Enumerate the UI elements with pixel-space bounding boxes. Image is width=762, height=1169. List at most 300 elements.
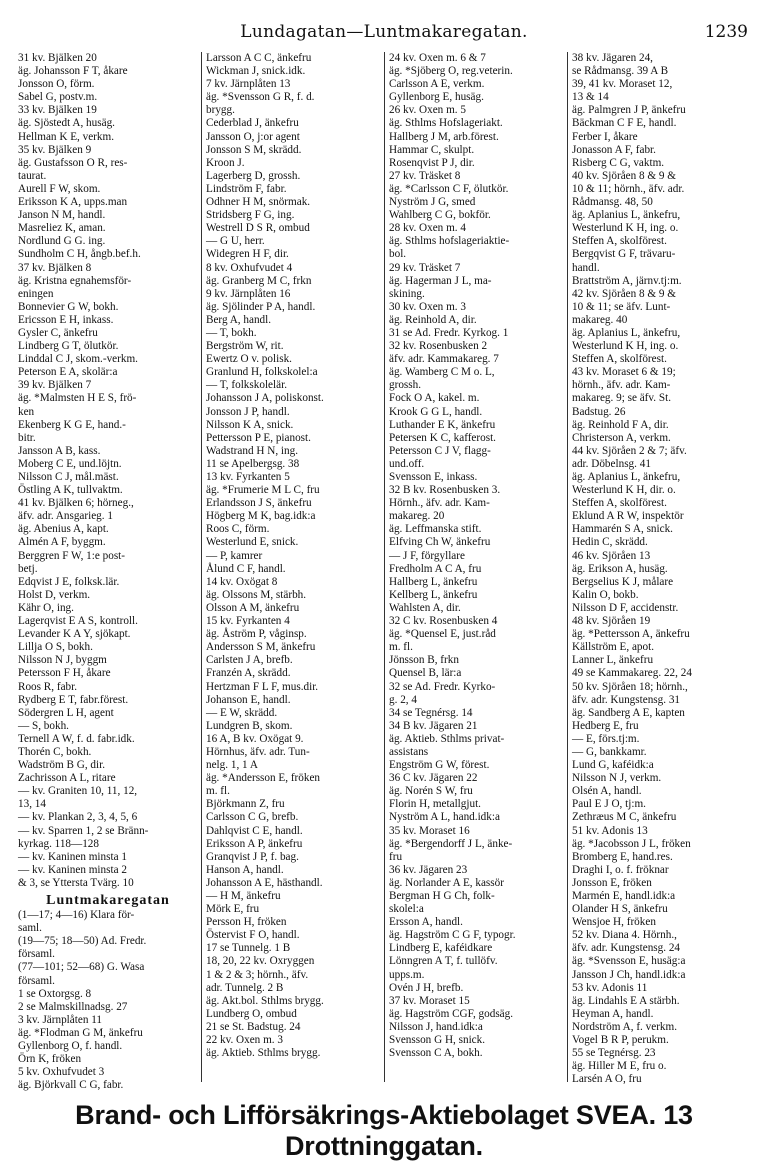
directory-entry: Zethræus M C, änkefru: [572, 811, 677, 824]
directory-entry: (1—17; 4—16) Klara för-: [18, 909, 135, 922]
directory-entry: äg. Kristna egnahemsför-: [18, 274, 132, 287]
directory-entry: 2 se Malmskillnadsg. 27: [18, 1000, 128, 1013]
directory-entry: äg. *Quensel E, just.råd: [389, 628, 496, 641]
directory-page: [18, 22, 750, 1161]
directory-entry: — kv. Graniten 10, 11, 12,: [18, 785, 138, 798]
directory-entry: Nilsson C J, mål.mäst.: [18, 471, 119, 483]
directory-entry: 15 kv. Fyrkanten 4: [206, 615, 290, 628]
directory-entry: 55 se Tegnérsg. 23: [572, 1047, 656, 1060]
directory-entry: Wensjoe H, fröken: [572, 916, 656, 929]
directory-entry: äg. Reinhold F A, dir.: [572, 418, 669, 431]
directory-entry: 3 kv. Järnplåten 11: [18, 1013, 102, 1026]
directory-entry: Eriksson K A, upps.man: [18, 196, 128, 209]
directory-entry: äg. Abenius A, kapt.: [18, 523, 109, 536]
directory-entry: Hammarén S A, snick.: [572, 523, 673, 536]
directory-entry: Stridsberg F G, ing.: [206, 209, 295, 222]
directory-entry: Almén A F, byggm.: [18, 536, 106, 549]
directory-entry: Lindberg E, kaféidkare: [389, 942, 493, 955]
directory-entry: handl.: [572, 261, 600, 274]
directory-entry: Kähr O, ing.: [18, 601, 74, 614]
directory-entry: äg. Olssons M, stärbh.: [206, 588, 307, 601]
directory-entry: äg. Sjölinder P A, handl.: [206, 300, 316, 313]
directory-entry: äg. Sjöstedt A, husäg.: [18, 117, 115, 130]
directory-entry: äg. Hagström CGF, godsäg.: [389, 1007, 514, 1020]
directory-entry: Erlandsson J S, änkefru: [206, 497, 312, 510]
directory-entry: — kv. Sparren 1, 2 se Bränn-: [18, 824, 149, 837]
directory-entry: äg. Aplanius L, änkefru,: [572, 209, 681, 222]
directory-entry: församl.: [18, 948, 55, 961]
directory-entry: Hammar C, skulpt.: [389, 143, 475, 156]
directory-entry: äg. Hagström C G F, typogr.: [389, 929, 516, 942]
directory-entry: Kroon J.: [206, 156, 245, 169]
section-heading: Luntmakaregatan: [46, 893, 170, 908]
directory-entry: Peterson E A, skolär:a: [18, 366, 118, 379]
directory-entry: Källström E, apot.: [572, 641, 655, 654]
directory-entry: Bromberg E, hand.res.: [572, 850, 673, 863]
directory-entry: Berg A, handl.: [206, 313, 272, 326]
directory-entry: Westerlund K H, ing. o.: [572, 222, 679, 235]
directory-entry: Persson H, fröken: [206, 916, 287, 929]
directory-entry: makareg. 9; se äfv. St.: [572, 392, 671, 405]
directory-entry: 27 kv. Träsket 8: [389, 169, 461, 182]
directory-entry: Petersen K C, kafferost.: [389, 431, 496, 444]
directory-entry: Björkmann Z, fru: [206, 798, 285, 811]
directory-entry: Wickman J, snick.idk.: [206, 65, 306, 78]
directory-entry: Wadstrand H N, ing.: [206, 444, 299, 457]
directory-entry: Widegren H F, dir.: [206, 248, 289, 261]
directory-entry: 22 kv. Oxen m. 3: [206, 1034, 283, 1047]
directory-entry: 31 kv. Bjälken 20: [18, 52, 97, 64]
directory-entry: Eriksson A P, änkefru: [206, 837, 303, 850]
directory-entry: äg. *Bergendorff J L, änke-: [389, 837, 513, 850]
directory-entry: bol.: [389, 248, 407, 261]
directory-entry: äg. *Sjöberg O, reg.veterin.: [389, 65, 513, 78]
directory-entry: Svensson G H, snick.: [389, 1034, 486, 1047]
directory-entry: 34 se Tegnérsg. 14: [389, 706, 473, 719]
directory-entry: äg. Hiller M E, fru o.: [572, 1060, 667, 1073]
directory-entry: Bonnevier G W, bokh.: [18, 300, 119, 313]
directory-entry: Lundgren B, skom.: [206, 719, 293, 732]
directory-entry: Jonsson E, fröken: [572, 876, 652, 889]
directory-entry: Fock O A, kakel. m.: [389, 392, 480, 405]
directory-entry: kyrkag. 118—128: [18, 837, 99, 850]
directory-entry: fru: [389, 850, 403, 863]
directory-entry: Hertzman F L F, mus.dir.: [206, 680, 319, 693]
directory-entry: Kellberg L, änkefru: [389, 588, 478, 601]
directory-entry: Ericsson E H, inkass.: [18, 313, 114, 326]
directory-entry: Steffen A, skolförest.: [572, 235, 667, 248]
directory-entry: Berggren F W, 1:e post-: [18, 549, 126, 562]
directory-entry: äfv. adr. Ansgarieg. 1: [18, 510, 113, 523]
directory-entry: 13, 14: [18, 798, 46, 811]
directory-entry: Bergström W, rit.: [206, 340, 284, 353]
directory-entry: Hörnhus, äfv. adr. Tun-: [206, 745, 310, 758]
directory-entry: grossh.: [389, 379, 422, 392]
directory-entry: — E W, skrädd.: [206, 706, 278, 719]
directory-entry: Franzén A, skrädd.: [206, 667, 291, 680]
directory-entry: 39, 41 kv. Moraset 12,: [572, 78, 673, 91]
directory-entry: 8 kv. Oxhufvudet 4: [206, 261, 293, 274]
directory-entry: Svensson C A, bokh.: [389, 1047, 483, 1060]
directory-entry: ken: [18, 405, 35, 418]
directory-entry: 52 kv. Diana 4. Hörnh.,: [572, 929, 677, 942]
directory-entry: Westrell D S R, ombud: [206, 222, 310, 235]
directory-entry: Olsson A M, änkefru: [206, 601, 300, 614]
directory-entry: — kv. Kaninen minsta 2: [18, 863, 127, 876]
directory-entry: Johanson E, handl.: [206, 693, 291, 706]
directory-entry: äg. Leffmanska stift.: [389, 523, 482, 536]
directory-entry: äfv. adr. Kammakareg. 7: [389, 353, 499, 366]
directory-entry: församl.: [18, 974, 55, 987]
directory-entry: Eklund A R W, inspektör: [572, 510, 684, 523]
directory-entry: Jonsson O, förm.: [18, 78, 95, 91]
directory-entry: 18, 20, 22 kv. Oxryggen: [206, 955, 315, 968]
directory-entry: Brattström A, järnv.tj:m.: [572, 274, 682, 287]
directory-entry: Lönngren A T, f. tullöfv.: [389, 955, 498, 968]
directory-entry: Östling A K, tullvaktm.: [18, 484, 123, 497]
directory-entry: Fredholm A C A, fru: [389, 562, 482, 575]
directory-entry: 28 kv. Oxen m. 4: [389, 222, 466, 235]
directory-entry: und.off.: [389, 457, 425, 470]
directory-entry: Roos R, fabr.: [18, 680, 78, 693]
directory-entry: Wahlsten A, dir.: [389, 601, 461, 614]
directory-entry: Dahlqvist C E, handl.: [206, 824, 303, 837]
directory-entry: Örn K, fröken: [18, 1053, 82, 1066]
directory-entry: äg. *Malmsten H E S, frö-: [18, 392, 137, 405]
page-header: [18, 22, 750, 48]
directory-entry: Badstug. 26: [572, 405, 626, 418]
directory-entry: Wahlberg C G, bokför.: [389, 209, 491, 222]
directory-entry: 42 kv. Sjöråen 8 & 9 &: [572, 287, 676, 300]
directory-entry: Östervist F O, handl.: [206, 929, 300, 942]
column-2: [201, 52, 384, 1082]
directory-entry: Paul E J O, tj:m.: [572, 798, 646, 811]
directory-entry: Carlsson A E, verkm.: [389, 78, 485, 91]
directory-entry: äg. *Frumerie M L C, fru: [206, 484, 320, 497]
directory-entry: Westerlund E, snick.: [206, 536, 299, 549]
directory-entry: Bäckman C F E, handl.: [572, 117, 677, 130]
directory-entry: äg. Norlander A E, kassör: [389, 876, 504, 889]
directory-entry: Bergselius K J, målare: [572, 575, 674, 588]
directory-entry: 29 kv. Träsket 7: [389, 261, 461, 274]
directory-entry: äfv. adr. Kungstensg. 24: [572, 942, 681, 955]
directory-entry: Bergman H G Ch, folk-: [389, 890, 495, 902]
directory-entry: — E, förs.tj:m.: [572, 732, 640, 745]
directory-entry: Jansson O, j:or agent: [206, 130, 300, 143]
directory-entry: Nilsson D F, accidenstr.: [572, 601, 679, 614]
directory-entry: Steffen A, skolförest.: [572, 497, 667, 510]
directory-entry: Ersson A, handl.: [389, 916, 463, 929]
directory-entry: äg. *Andersson E, fröken: [206, 772, 321, 785]
directory-entry: 31 se Ad. Fredr. Kyrkog. 1: [389, 326, 509, 339]
directory-entry: hörnh., äfv. adr. Kam-: [572, 379, 671, 392]
directory-entry: — J F, förgyllare: [389, 549, 465, 562]
directory-entry: 51 kv. Adonis 13: [572, 824, 648, 837]
column-1: [18, 52, 201, 1092]
directory-entry: Nyström A L, hand.idk:a: [389, 811, 500, 824]
directory-entry: Nilsson N J, byggm: [18, 654, 107, 667]
directory-entry: Lundberg O, ombud: [206, 1007, 297, 1020]
directory-entry: Nordström A, f. verkm.: [572, 1020, 678, 1033]
directory-entry: makareg. 20: [389, 510, 445, 523]
directory-entry: 32 se Ad. Fredr. Kyrko-: [389, 680, 496, 693]
directory-entry: — G, bankkamr.: [572, 745, 647, 758]
directory-entry: äg. Sthlms hofslageriaktie-: [389, 235, 510, 248]
directory-entry: (77—101; 52—68) G. Wasa: [18, 961, 145, 974]
directory-entry: — T, folkskolelär.: [206, 379, 287, 392]
directory-entry: Bergqvist G F, trävaru-: [572, 248, 676, 261]
directory-entry: 41 kv. Bjälken 6; hörneg.,: [18, 497, 134, 510]
directory-entry: Nyström J G, smed: [389, 196, 476, 209]
page-number: 1239: [704, 22, 748, 42]
directory-entry: — kv. Plankan 2, 3, 4, 5, 6: [18, 811, 138, 824]
directory-entry: Janson N M, handl.: [18, 209, 106, 222]
directory-entry: 48 kv. Sjöråen 19: [572, 615, 651, 628]
directory-entry: 37 kv. Moraset 15: [389, 994, 470, 1007]
directory-entry: 49 se Kammakareg. 22, 24: [572, 667, 692, 680]
directory-entry: Rådmansg. 48, 50: [572, 196, 653, 209]
directory-entry: eningen: [18, 287, 54, 300]
directory-entry: 24 kv. Oxen m. 6 & 7: [389, 52, 486, 64]
directory-entry: 5 kv. Oxhufvudet 3: [18, 1066, 105, 1079]
directory-entry: Södergren L H, agent: [18, 706, 114, 719]
directory-entry: äg. Johansson F T, åkare: [18, 65, 128, 78]
directory-entry: 26 kv. Oxen m. 5: [389, 104, 466, 117]
directory-entry: Engström G W, förest.: [389, 759, 490, 772]
directory-entry: Carlsten J A, brefb.: [206, 654, 293, 667]
directory-entry: Granqvist J P, f. bag.: [206, 850, 299, 863]
directory-entry: 17 se Tunnelg. 1 B: [206, 942, 291, 955]
directory-entry: m. fl.: [206, 785, 230, 798]
directory-entry: 36 C kv. Jägaren 22: [389, 772, 478, 785]
directory-entry: 36 kv. Jägaren 23: [389, 863, 468, 876]
directory-entry: Florin H, metallgjut.: [389, 798, 481, 811]
directory-entry: Roos C, förm.: [206, 523, 270, 536]
directory-entry: Hellman K E, verkm.: [18, 130, 115, 143]
directory-entry: äg. Norén S W, fru: [389, 785, 473, 798]
directory-entry: Ternell A W, f. d. fabr.idk.: [18, 732, 135, 745]
column-4: [567, 52, 750, 1086]
directory-entry: se Rådmansg. 39 A B: [572, 65, 669, 78]
directory-entry: Hörnh., äfv. adr. Kam-: [389, 497, 490, 510]
directory-entry: — T, bokh.: [206, 326, 257, 339]
directory-entry: Carlsson C G, brefb.: [206, 811, 299, 824]
directory-entry: Jonasson A F, fabr.: [572, 143, 656, 156]
directory-entry: 30 kv. Oxen m. 3: [389, 300, 466, 313]
directory-entry: 10 & 11; hörnh., äfv. adr.: [572, 182, 685, 195]
directory-entry: Svensson E, inkass.: [389, 471, 478, 483]
directory-entry: Hanson A, handl.: [206, 863, 284, 876]
directory-entry: Pettersson P E, pianost.: [206, 431, 311, 444]
directory-entry: äg. Wamberg C M o. L,: [389, 366, 495, 379]
directory-entry: Hallberg L, änkefru: [389, 575, 478, 588]
directory-entry: makareg. 40: [572, 313, 628, 326]
directory-entry: 37 kv. Bjälken 8: [18, 261, 92, 274]
directory-columns: [18, 52, 750, 1092]
directory-entry: Nordlund G G. ing.: [18, 235, 106, 248]
directory-entry: Nilsson J, hand.idk:a: [389, 1020, 483, 1033]
directory-entry: Quensel B, lär:a: [389, 667, 462, 680]
directory-entry: Nilsson N J, verkm.: [572, 772, 662, 785]
directory-entry: Krook G G L, handl.: [389, 405, 483, 418]
directory-entry: Ewertz O v. polisk.: [206, 353, 292, 366]
directory-entry: äg. *Svensson G R, f. d.: [206, 91, 315, 104]
directory-entry: Gyllenborg E, husäg.: [389, 91, 484, 104]
directory-entry: äg. Sthlms Hofslageriakt.: [389, 117, 503, 130]
directory-entry: Ekenberg K G E, hand.-: [18, 418, 126, 431]
directory-entry: Ålund C F, handl.: [206, 562, 286, 575]
directory-entry: 11 se Apelbergsg. 38: [206, 457, 300, 470]
directory-entry: skining.: [389, 287, 425, 300]
directory-entry: äg. Björkvall C G, fabr.: [18, 1079, 124, 1092]
directory-entry: 39 kv. Bjälken 7: [18, 379, 92, 392]
directory-entry: 7 kv. Järnplåten 13: [206, 78, 291, 91]
directory-entry: m. fl.: [389, 641, 413, 654]
directory-entry: 9 kv. Järnplåten 16: [206, 287, 291, 300]
directory-entry: 34 B kv. Jägaren 21: [389, 719, 478, 732]
directory-entry: 13 kv. Fyrkanten 5: [206, 471, 290, 483]
directory-entry: — kv. Kaninen minsta 1: [18, 850, 127, 863]
directory-entry: Rydberg E T, fabr.förest.: [18, 693, 129, 706]
directory-entry: Wadström B G, dir.: [18, 759, 106, 772]
directory-entry: Andersson S M, änkefru: [206, 641, 316, 654]
directory-entry: 35 kv. Moraset 16: [389, 824, 470, 837]
directory-entry: äg. *Jacobsson J L, fröken: [572, 837, 691, 850]
directory-entry: Mörk E, fru: [206, 903, 260, 916]
directory-entry: äg. Sandberg A E, kapten: [572, 706, 685, 719]
directory-entry: 16 A, B kv. Oxögat 9.: [206, 732, 304, 745]
directory-entry: 32 kv. Rosenbusken 2: [389, 340, 488, 353]
directory-entry: äg. Aplanius L, änkefru,: [572, 326, 681, 339]
directory-entry: Olsén A, handl.: [572, 785, 642, 798]
directory-entry: Lanner L, änkefru: [572, 654, 654, 667]
directory-entry: äg. Aplanius L, änkefru,: [572, 471, 681, 483]
directory-entry: äg. *Pettersson A, änkefru: [572, 628, 690, 641]
directory-entry: brygg.: [206, 104, 235, 117]
directory-entry: Draghi I, o. f. fröknar: [572, 863, 669, 876]
directory-entry: 40 kv. Sjöråen 8 & 9 &: [572, 169, 676, 182]
directory-entry: 14 kv. Oxögat 8: [206, 575, 278, 588]
directory-entry: Vogel B R P, perukm.: [572, 1034, 669, 1047]
directory-entry: äfv. adr. Kungstensg. 31: [572, 693, 681, 706]
directory-entry: 35 kv. Bjälken 9: [18, 143, 92, 156]
directory-entry: Hallberg J M, arb.förest.: [389, 130, 499, 143]
directory-entry: äg. Aktieb. Sthlms brygg.: [206, 1047, 321, 1060]
directory-entry: Gyllenborg O, f. handl.: [18, 1040, 123, 1053]
directory-entry: äg. Lindahls E A stärbh.: [572, 994, 680, 1007]
directory-entry: betj.: [18, 562, 38, 575]
directory-entry: & 3, se Yttersta Tvärg. 10: [18, 876, 134, 889]
page-title: Lundagatan—Luntmakaregatan.: [240, 22, 528, 42]
directory-entry: äg. Reinhold A, dir.: [389, 313, 477, 326]
directory-entry: nelg. 1, 1 A: [206, 759, 258, 772]
directory-entry: Zachrisson A L, ritare: [18, 772, 116, 785]
directory-entry: Westerlund K H, dir. o.: [572, 484, 676, 497]
directory-entry: adr. Döbelnsg. 41: [572, 457, 651, 470]
directory-entry: adr. Tunnelg. 2 B: [206, 981, 284, 994]
directory-entry: 21 se St. Badstug. 24: [206, 1020, 301, 1033]
directory-entry: 38 kv. Jägaren 24,: [572, 52, 653, 64]
directory-entry: Luthander E K, änkefru: [389, 418, 496, 431]
directory-entry: Sundholm C H, ångb.bef.h.: [18, 248, 141, 261]
directory-entry: Larsén A O, fru: [572, 1073, 642, 1086]
directory-entry: taurat.: [18, 169, 47, 182]
column-3: [384, 52, 567, 1082]
directory-entry: Jansson J Ch, handl.idk:a: [572, 968, 686, 981]
directory-entry: — P, kamrer: [206, 549, 263, 562]
directory-entry: — G U, herr.: [206, 235, 265, 248]
directory-entry: äg. Granberg M C, frkn: [206, 274, 312, 287]
directory-entry: Christerson A, verkm.: [572, 431, 671, 444]
directory-entry: Lillja O S, bokh.: [18, 641, 93, 654]
directory-entry: Westerlund K H, ing. o.: [572, 340, 679, 353]
directory-entry: äg. Aktieb. Sthlms privat-: [389, 732, 505, 745]
directory-entry: — H M, änkefru: [206, 890, 281, 902]
directory-entry: 50 kv. Sjöråen 18; hörnh.,: [572, 680, 688, 693]
directory-entry: Edqvist J E, folksk.lär.: [18, 575, 120, 588]
directory-entry: Sabel G, postv.m.: [18, 91, 98, 104]
directory-entry: Ferber I, åkare: [572, 130, 638, 143]
directory-entry: 43 kv. Moraset 6 & 19;: [572, 366, 676, 379]
directory-entry: Lindström F, fabr.: [206, 182, 287, 195]
directory-entry: Jansson A B, kass.: [18, 444, 101, 457]
directory-entry: 32 B kv. Rosenbusken 3.: [389, 484, 501, 497]
directory-entry: Steffen A, skolförest.: [572, 353, 667, 366]
advertisement-footer: Brand- och Lifförsäkrings-Aktiebolaget SVEA. 13 Drottninggatan.: [75, 1100, 693, 1161]
directory-entry: Jönsson B, frkn: [389, 654, 459, 667]
directory-entry: Thorén C, bokh.: [18, 745, 92, 758]
directory-entry: Odhner H M, snörmak.: [206, 196, 311, 209]
directory-entry: 53 kv. Adonis 11: [572, 981, 648, 994]
directory-entry: saml.: [18, 922, 42, 935]
directory-entry: Nilsson K A, snick.: [206, 418, 294, 431]
directory-entry: Lund G, kaféidk:a: [572, 759, 654, 772]
directory-entry: äg. *Svensson E, husäg:a: [572, 955, 686, 968]
directory-entry: Linddal C J, skom.-verkm.: [18, 353, 138, 366]
directory-entry: äg. *Flodman G M, änkefru: [18, 1026, 143, 1039]
directory-entry: Jonsson S M, skrädd.: [206, 143, 302, 156]
directory-entry: Petersson C J V, flagg-: [389, 444, 491, 457]
directory-entry: Aurell F W, skom.: [18, 182, 101, 195]
directory-entry: — S, bokh.: [18, 719, 69, 732]
directory-entry: Petersson F H, åkare: [18, 667, 111, 680]
directory-entry: äg. Gustafsson O R, res-: [18, 156, 128, 169]
directory-entry: Moberg C E, und.löjtn.: [18, 457, 122, 470]
directory-entry: Lindberg G T, ölutkör.: [18, 340, 119, 353]
directory-entry: g. 2, 4: [389, 693, 417, 706]
directory-entry: äg. Hagerman J L, ma-: [389, 274, 492, 287]
directory-entry: Hedberg E, fru: [572, 719, 639, 732]
directory-entry: Lagerberg D, grossh.: [206, 169, 301, 182]
directory-entry: Olander H S, änkefru: [572, 903, 668, 916]
directory-entry: 10 & 11; se äfv. Lunt-: [572, 300, 671, 313]
directory-entry: äg. *Carlsson C F, ölutkör.: [389, 182, 509, 195]
directory-entry: Högberg M K, bag.idk:a: [206, 510, 316, 523]
directory-entry: Lagerqvist E A S, kontroll.: [18, 615, 138, 628]
directory-entry: äg. Palmgren J P, änkefru: [572, 104, 686, 117]
directory-entry: Larsson A C C, änkefru: [206, 52, 312, 64]
directory-entry: Kalin O, bokb.: [572, 588, 639, 601]
directory-entry: Hedin C, skrädd.: [572, 536, 648, 549]
directory-entry: Rosenqvist P J, dir.: [389, 156, 475, 169]
directory-entry: äg. Åström P, våginsp.: [206, 628, 307, 641]
directory-entry: äg. Akt.bol. Sthlms brygg.: [206, 994, 324, 1007]
directory-entry: Johansson J A, poliskonst.: [206, 392, 324, 405]
directory-entry: skolel:a: [389, 903, 424, 916]
directory-entry: 33 kv. Bjälken 19: [18, 104, 97, 117]
directory-entry: 44 kv. Sjöråen 2 & 7; äfv.: [572, 444, 687, 457]
directory-entry: Johansson A E, hästhandl.: [206, 876, 323, 889]
